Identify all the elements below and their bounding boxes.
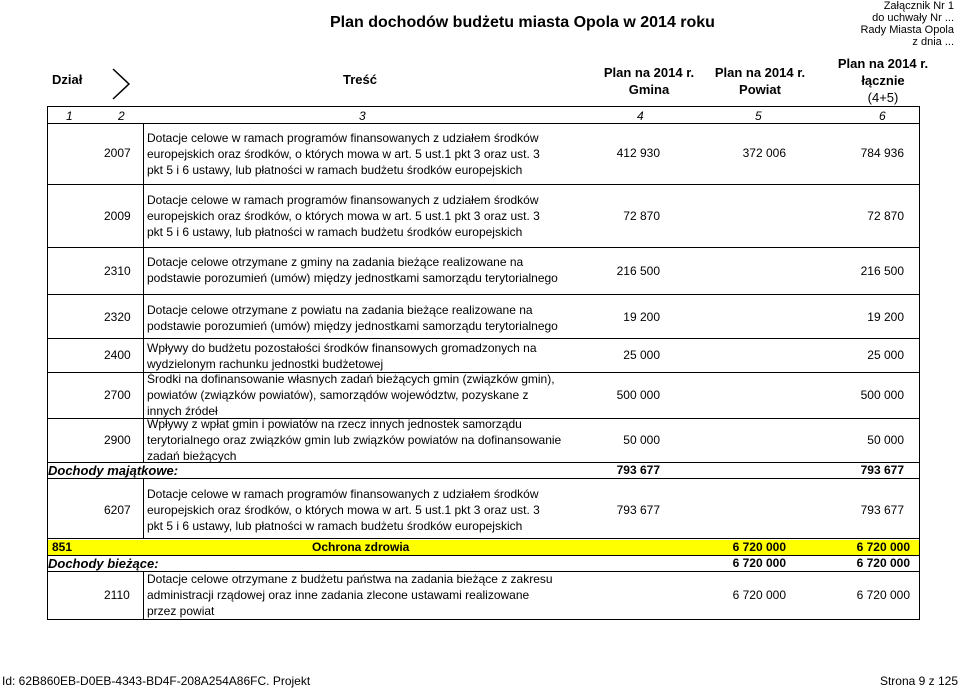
desc-line: zadań bieżących: [147, 449, 237, 463]
col-number-3: 3: [359, 109, 366, 123]
attachment-line-3: Rady Miasta Opola: [860, 24, 954, 36]
desc-line: Dotacje celowe otrzymane z powiatu na zadania bieżące realizowane na: [147, 303, 533, 317]
row-divider: [47, 184, 920, 185]
desc-line: Wpływy z wpłat gmin i powiatów na rzecz innych jednostek samorządu: [147, 417, 522, 431]
section-powiat: 6 720 000: [732, 540, 786, 554]
row-description: [147, 130, 540, 178]
majatkowe-label: Dochody majątkowe:: [48, 463, 179, 478]
row-gmina: 50 000: [623, 433, 660, 447]
desc-line: podstawie porozumień (umów) między jednostkami samorządu terytorialnego: [147, 319, 558, 333]
row-code: 2320: [104, 310, 131, 324]
row-powiat: 6 720 000: [732, 588, 786, 602]
col-separator: [143, 123, 144, 463]
desc-line: pkt 5 i 6 ustawy, lub płatności w ramach budżetu środków europejskich: [147, 163, 523, 177]
desc-line: wydzielonym rachunku jednostki budżetowej: [147, 357, 384, 371]
section-highlight: [47, 540, 920, 555]
col-separator: [143, 571, 144, 619]
row-lacznie: 500 000: [860, 388, 904, 402]
row-gmina: 216 500: [616, 264, 660, 278]
desc-line: europejskich oraz środków, o których mowa w art. 5 ust.1 pkt 3 oraz ust. 3: [147, 209, 540, 223]
row-code: 2900: [104, 433, 131, 447]
desc-line: Wpływy do budżetu pozostałości środków finansowych gromadzonych na: [147, 341, 537, 355]
col-separator: [47, 106, 48, 619]
section-lacznie: 6 720 000: [856, 540, 910, 554]
row-code: 2700: [104, 388, 131, 402]
header-powiat-line1: Plan na 2014 r.: [714, 65, 806, 80]
majatkowe-gmina: 793 677: [616, 463, 660, 477]
row-gmina: 25 000: [623, 348, 660, 362]
header-gmina-line1: Plan na 2014 r.: [603, 65, 695, 80]
row-divider: [47, 247, 920, 248]
row-lacznie: 784 936: [860, 146, 904, 160]
desc-line: Środki na dofinansowanie własnych zadań bieżących gmin (związków gmin),: [147, 372, 555, 386]
row-lacznie: 216 500: [860, 264, 904, 278]
row-description: [147, 371, 555, 419]
header-lacznie-line2: łącznie: [861, 73, 905, 88]
header-gmina-line2: Gmina: [628, 82, 670, 97]
attachment-line-4: z dnia ...: [912, 36, 954, 48]
row-code: 2009: [104, 209, 131, 223]
row-lacznie: 6 720 000: [856, 588, 910, 602]
header-lacznie: [818, 55, 948, 106]
desc-line: Dotacje celowe w ramach programów finansowanych z udziałem środków: [147, 131, 539, 145]
header-powiat: [704, 64, 816, 98]
row-code: 6207: [104, 503, 131, 517]
row-description: [147, 192, 540, 240]
row-description: [147, 340, 537, 372]
row-code: 2310: [104, 264, 131, 278]
col-number-2: 2: [118, 109, 125, 123]
header-tresc: Treść: [343, 72, 377, 87]
row-lacznie: 72 870: [867, 209, 904, 223]
desc-line: przez powiat: [147, 604, 215, 618]
header-powiat-line2: Powiat: [739, 82, 781, 97]
row-description: [147, 254, 558, 286]
col-number-1: 1: [66, 109, 73, 123]
col-separator: [919, 106, 920, 619]
col-number-4: 4: [637, 109, 644, 123]
col-number-6: 6: [879, 109, 886, 123]
desc-line: powiatów (związków powiatów), samorządów województw, pozyskane z: [147, 388, 529, 402]
page-title: Plan dochodów budżetu miasta Opola w 2014 roku: [330, 14, 715, 31]
row-gmina: 412 930: [616, 146, 660, 160]
desc-line: europejskich oraz środków, o których mowa w art. 5 ust.1 pkt 3 oraz ust. 3: [147, 503, 540, 517]
desc-line: Dotacje celowe w ramach programów finansowanych z udziałem środków: [147, 193, 539, 207]
attachment-line-1: Załącznik Nr 1: [883, 0, 954, 12]
header-dzial: Dział: [52, 72, 83, 87]
desc-line: pkt 5 i 6 ustawy, lub płatności w ramach budżetu środków europejskich: [147, 225, 523, 239]
desc-line: Dotacje celowe otrzymane z budżetu państwa na zadania bieżące z zakresu: [147, 572, 553, 586]
row-gmina: 793 677: [616, 503, 660, 517]
row-divider: [47, 294, 920, 295]
row-code: 2007: [104, 146, 131, 160]
row-gmina: 72 870: [623, 209, 660, 223]
row-divider: [47, 619, 920, 620]
header-rule: [47, 106, 920, 107]
row-lacznie: 19 200: [867, 310, 904, 324]
row-description: [147, 571, 553, 619]
row-divider: [47, 538, 920, 539]
row-lacznie: 50 000: [867, 433, 904, 447]
col-separator: [143, 478, 144, 539]
desc-line: Dotacje celowe otrzymane z gminy na zadania bieżące realizowane na: [147, 255, 524, 269]
majatkowe-lacznie: 793 677: [860, 463, 904, 477]
desc-line: pkt 5 i 6 ustawy, lub płatności w ramach budżetu środków europejskich: [147, 519, 523, 533]
col-number-5: 5: [755, 109, 762, 123]
row-code: 2110: [104, 588, 130, 602]
desc-line: Dotacje celowe w ramach programów finansowanych z udziałem środków: [147, 487, 539, 501]
biezace-label: Dochody bieżące:: [48, 556, 159, 571]
desc-line: innych źródeł: [147, 404, 218, 418]
desc-line: europejskich oraz środków, o których mowa w art. 5 ust.1 pkt 3 oraz ust. 3: [147, 147, 540, 161]
row-lacznie: 25 000: [867, 348, 904, 362]
footer-page: Strona 9 z 125: [879, 674, 958, 688]
row-gmina: 19 200: [623, 310, 660, 324]
paragraph-icon: [103, 66, 137, 102]
row-gmina: 500 000: [616, 388, 660, 402]
row-code: 2400: [104, 348, 131, 362]
header-gmina: [594, 64, 704, 98]
footer-id: Id: 62B860EB-D0EB-4343-BD4F-208A254A86FC. Projekt: [2, 674, 311, 688]
row-lacznie: 793 677: [860, 503, 904, 517]
section-code: 851: [52, 540, 73, 554]
desc-line: podstawie porozumień (umów) między jednostkami samorządu terytorialnego: [147, 271, 558, 285]
row-description: [147, 486, 540, 534]
header-rule-bottom: [47, 123, 920, 124]
row-description: [147, 302, 558, 334]
row-divider: [47, 555, 920, 556]
row-description: [147, 416, 561, 464]
header-lacznie-line3: (4+5): [867, 90, 899, 105]
row-powiat: 372 006: [742, 146, 786, 160]
header-lacznie-line1: Plan na 2014 r.: [837, 56, 929, 71]
section-name: Ochrona zdrowia: [312, 540, 410, 554]
attachment-line-2: do uchwały Nr ...: [872, 12, 954, 24]
row-divider: [47, 478, 920, 479]
desc-line: administracji rządowej oraz inne zadania zlecone ustawami realizowane: [147, 588, 530, 602]
biezace-powiat: 6 720 000: [732, 556, 786, 570]
row-divider: [47, 338, 920, 339]
biezace-lacznie: 6 720 000: [856, 556, 910, 570]
desc-line: terytorialnego oraz związków gmin lub związków powiatów na dofinansowanie: [147, 433, 562, 447]
